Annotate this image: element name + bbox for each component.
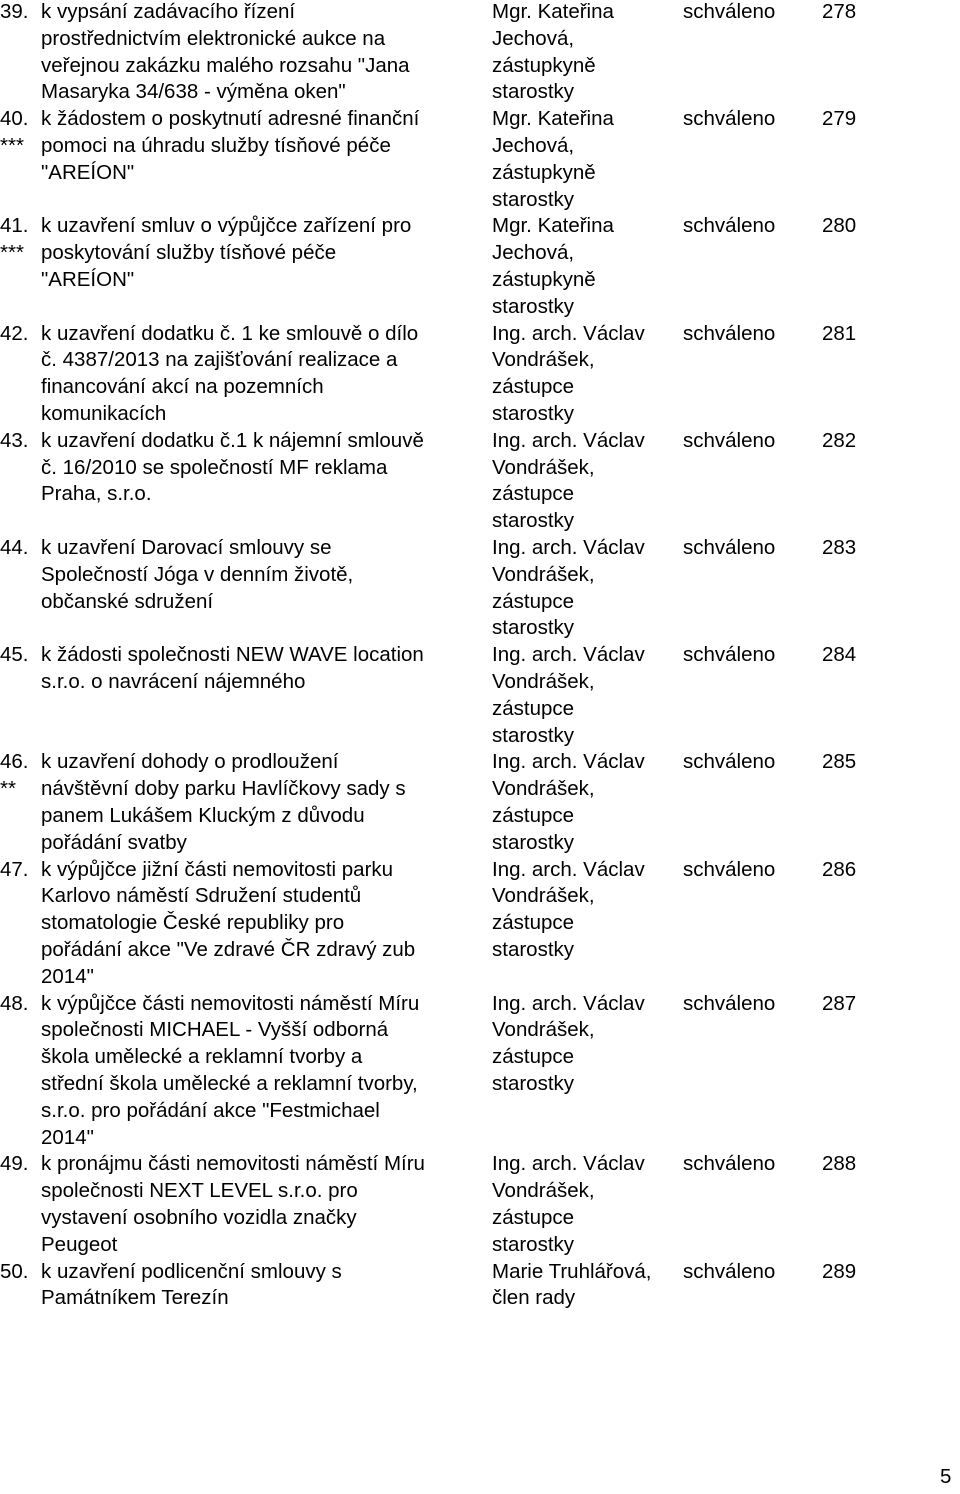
item-resolution-number: 286 xyxy=(822,857,857,881)
item-result: schváleno xyxy=(683,536,776,559)
item-number: 45. xyxy=(0,643,29,667)
item-presenter: Ing. arch. Václav Vondrášek, zástupce starostky xyxy=(492,1152,645,1256)
item-resolution-number: 283 xyxy=(822,536,857,559)
item-presenter: Ing. arch. Václav Vondrášek, zástupce starostky xyxy=(492,991,645,1095)
item-number: 46. ** xyxy=(0,750,29,801)
item-result: schváleno xyxy=(683,1259,776,1283)
item-resolution-number: 287 xyxy=(822,991,857,1015)
item-subject: k žádosti společnosti NEW WAVE location s.r.o. o navrácení nájemného xyxy=(41,643,424,693)
item-presenter: Ing. arch. Václav Vondrášek, zástupce starostky xyxy=(492,643,645,747)
item-result: schváleno xyxy=(683,991,776,1015)
item-subject: k uzavření dodatku č. 1 ke smlouvě o dílo č. 4387/2013 na zajišťování realizace a financování akcí na pozemních komunikacích xyxy=(41,321,419,425)
item-resolution-number: 279 xyxy=(822,107,857,131)
item-number: 50. xyxy=(0,1259,29,1283)
item-subject: k uzavření dohody o prodloužení návštěvní doby parku Havlíčkovy sady s panem Lukášem Kluckým z důvodu pořádání svatby xyxy=(41,750,406,854)
item-presenter: Ing. arch. Václav Vondrášek, zástupce starostky xyxy=(492,428,645,533)
item-subject: k pronájmu části nemovitosti náměstí Míru společnosti NEXT LEVEL s.r.o. pro vystavení osobního vozidla značky Peugeot xyxy=(41,1152,425,1256)
item-resolution-number: 282 xyxy=(822,428,857,452)
item-presenter: Ing. arch. Václav Vondrášek, zástupce starostky xyxy=(492,321,645,425)
item-result: schváleno xyxy=(683,750,776,774)
item-number: 43. xyxy=(0,428,29,452)
item-number: 44. xyxy=(0,536,29,559)
item-subject: k uzavření smluv o výpůjčce zařízení pro poskytování služby tísňové péče "AREÍON" xyxy=(41,214,412,291)
item-resolution-number: 278 xyxy=(822,0,857,23)
item-number: 47. xyxy=(0,857,29,881)
item-result: schváleno xyxy=(683,214,776,238)
item-resolution-number: 281 xyxy=(822,321,857,345)
item-result: schváleno xyxy=(683,107,776,131)
item-number: 40. *** xyxy=(0,107,29,157)
item-presenter: Marie Truhlářová, člen rady xyxy=(492,1259,652,1310)
item-resolution-number: 284 xyxy=(822,643,857,667)
item-result: schváleno xyxy=(683,0,776,23)
item-resolution-number: 280 xyxy=(822,214,857,238)
item-subject: k uzavření dodatku č.1 k nájemní smlouvě č. 16/2010 se společností MF reklama Praha, s.r.o. xyxy=(41,428,424,506)
item-subject: k výpůjčce jižní části nemovitosti parku Karlovo náměstí Sdružení studentů stomatologie České republiky pro pořádání akce "Ve zdravé ČR zdravý zub 2014" xyxy=(41,857,416,988)
item-result: schváleno xyxy=(683,643,776,667)
item-presenter: Ing. arch. Václav Vondrášek, zástupce starostky xyxy=(492,536,645,640)
item-presenter: Mgr. Kateřina Jechová, zástupkyně starostky xyxy=(492,107,614,211)
item-number: 39. xyxy=(0,0,29,23)
item-resolution-number: 285 xyxy=(822,750,857,774)
item-subject: k žádostem o poskytnutí adresné finanční pomoci na úhradu služby tísňové péče "AREÍON" xyxy=(41,107,420,184)
item-presenter: Mgr. Kateřina Jechová, zástupkyně starostky xyxy=(492,0,614,104)
item-presenter: Ing. arch. Václav Vondrášek, zástupce starostky xyxy=(492,857,645,961)
item-presenter: Ing. arch. Václav Vondrášek, zástupce starostky xyxy=(492,750,645,854)
page-number: 5 xyxy=(940,1465,952,1488)
item-result: schváleno xyxy=(683,857,776,881)
item-presenter: Mgr. Kateřina Jechová, zástupkyně starostky xyxy=(492,214,614,318)
item-subject: k uzavření podlicenční smlouvy s Památníkem Terezín xyxy=(41,1259,342,1310)
item-subject: k vypsání zadávacího řízení prostřednictvím elektronické aukce na veřejnou zakázku malého rozsahu "Jana Masaryka 34/638 - výměna oken" xyxy=(41,0,410,104)
item-number: 48. xyxy=(0,991,29,1015)
item-subject: k výpůjčce části nemovitosti náměstí Míru společnosti MICHAEL - Vyšší odborná škola umělecké a reklamní tvorby a střední škola umělecké a reklamní tvorby, s.r.o. pro pořádání akce "Festmichael 2014" xyxy=(41,991,420,1149)
item-resolution-number: 288 xyxy=(822,1152,857,1176)
item-number: 49. xyxy=(0,1152,29,1176)
item-result: schváleno xyxy=(683,321,776,345)
item-resolution-number: 289 xyxy=(822,1259,857,1283)
item-number: 42. xyxy=(0,321,29,345)
item-subject: k uzavření Darovací smlouvy se Společností Jóga v denním životě, občanské sdružení xyxy=(41,536,354,613)
item-number: 41. *** xyxy=(0,214,29,265)
item-result: schváleno xyxy=(683,428,776,452)
item-result: schváleno xyxy=(683,1152,776,1176)
